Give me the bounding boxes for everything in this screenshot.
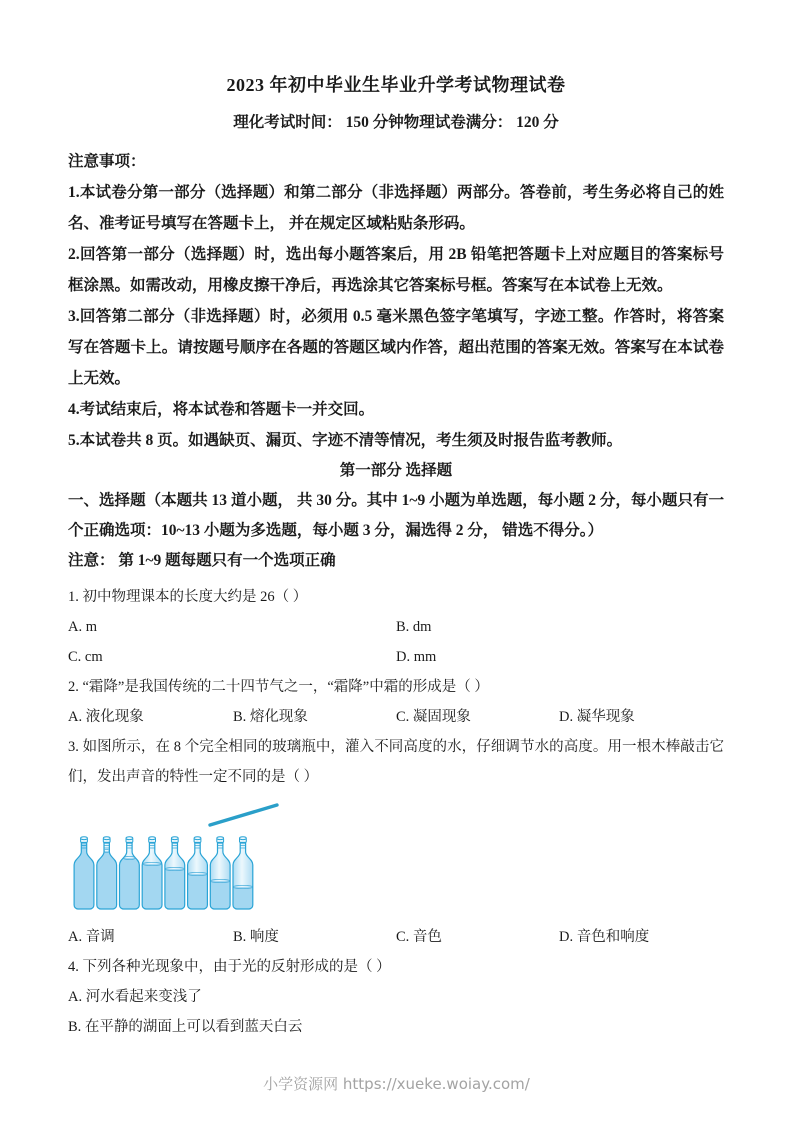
question-3-option-c: C. 音色 xyxy=(396,929,442,945)
question-4-options xyxy=(68,982,724,1042)
notice-item-1: 1.本试卷分第一部分（选择题）和第二部分（非选择题）两部分。答卷前，考生务必将自己的姓名、准考证号填写在答题卡上， 并在规定区域粘贴条形码。 xyxy=(68,184,724,232)
page-content xyxy=(68,0,724,1042)
question-3-stem: 3. 如图所示，在 8 个完全相同的玻璃瓶中，灌入不同高度的水，仔细调节水的高度。用一根木棒敲击它们，发出声音的特性一定不同的是（ ） xyxy=(68,739,724,785)
footer-watermark: 小学资源网 https://xueke.woiay.com/ xyxy=(263,1075,530,1093)
bottles-figure xyxy=(70,796,312,920)
question-2-option-a: A. 液化现象 xyxy=(68,709,144,725)
question-2-options xyxy=(68,702,724,732)
notice-item-4: 4.考试结束后，将本试卷和答题卡一并交回。 xyxy=(68,401,375,418)
question-1 xyxy=(68,582,724,672)
notice-heading: 注意事项： xyxy=(68,153,146,170)
question-1-options xyxy=(68,612,724,672)
question-2-stem: 2. “霜降”是我国传统的二十四节气之一，“霜降”中霜的形成是（ ） xyxy=(68,679,489,695)
question-4-stem: 4. 下列各种光现象中，由于光的反射形成的是（ ） xyxy=(68,959,391,975)
notice-item-5: 5.本试卷共 8 页。如遇缺页、漏页、字迹不清等情况，考生须及时报告监考教师。 xyxy=(68,432,623,449)
question-2-option-b: B. 熔化现象 xyxy=(233,709,308,725)
part1-intro: 一、选择题（本题共 13 道小题， 共 30 分。其中 1~9 小题为单选题，每小题 2 分，每小题只有一个正确选项：10~13 小题为多选题，每小题 3 分，漏选得 2 分， 错选不得分。） xyxy=(68,492,724,539)
question-1-option-d: D. mm xyxy=(396,649,437,665)
question-4 xyxy=(68,952,724,1042)
question-1-option-a: A. m xyxy=(68,619,97,635)
question-1-option-c: C. cm xyxy=(68,649,103,665)
part1-heading: 第一部分 选择题 xyxy=(339,462,453,479)
exam-time-score-line: 理化考试时间： 150 分钟物理试卷满分： 120 分 xyxy=(233,114,559,131)
question-2 xyxy=(68,672,724,732)
page-title: 2023 年初中毕业生毕业升学考试物理试卷 xyxy=(226,75,566,95)
notice-item-3: 3.回答第二部分（非选择题）时，必须用 0.5 毫米黑色签字笔填写，字迹工整。作答时，将答案写在答题卡上。请按题号顺序在各题的答题区域内作答，超出范围的答案无效。答案写在本试卷上无效。 xyxy=(68,308,724,387)
question-3-option-b: B. 响度 xyxy=(233,929,279,945)
question-3-options xyxy=(68,922,724,952)
question-2-option-c: C. 凝固现象 xyxy=(396,709,471,725)
question-3-option-d: D. 音色和响度 xyxy=(559,929,650,945)
question-4-option-b: B. 在平静的湖面上可以看到蓝天白云 xyxy=(68,1019,303,1035)
notice-item-2: 2.回答第一部分（选择题）时，选出每小题答案后，用 2B 铅笔把答题卡上对应题目的答案标号框涂黑。如需改动，用橡皮擦干净后，再选涂其它答案标号框。答案写在本试卷上无效。 xyxy=(68,246,724,294)
question-3 xyxy=(68,732,724,952)
question-2-option-d: D. 凝华现象 xyxy=(559,709,635,725)
questions-area xyxy=(68,582,724,1042)
question-1-option-b: B. dm xyxy=(396,619,432,635)
notice-section xyxy=(68,146,724,456)
part1-note: 注意： 第 1~9 题每题只有一个选项正确 xyxy=(68,552,336,569)
question-4-option-a: A. 河水看起来变浅了 xyxy=(68,989,202,1005)
question-3-option-a: A. 音调 xyxy=(68,929,115,945)
eight-bottles-with-stick-image xyxy=(70,796,312,920)
question-1-stem: 1. 初中物理课本的长度大约是 26（ ） xyxy=(68,589,308,605)
